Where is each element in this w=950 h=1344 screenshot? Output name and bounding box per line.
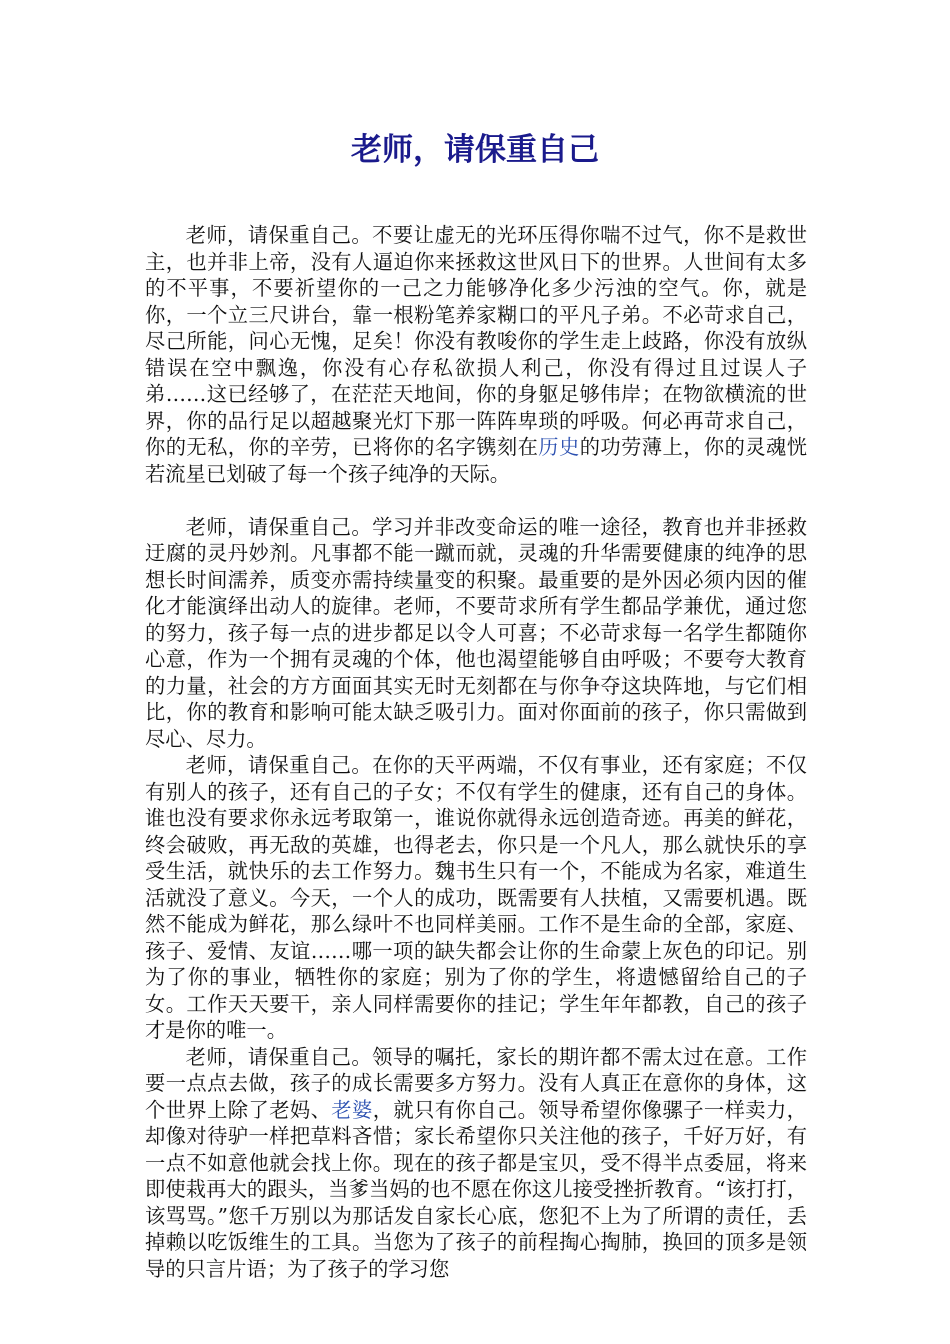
paragraph-text: 老师，请保重自己。学习并非改变命运的唯一途径，教育也并非拯救迂腐的灵丹妙剂。凡事都不能一蹴而就，灵魂的升华需要健康的纯净的思想长时间濡养，质变亦需持续量变的积聚。最重要的是外因必须内因的催化才能演绎出动人的旋律。老师，不要苛求所有学生都品学兼优，通过您的努力，孩子每一点的进步都足以令人可喜；不必苛求每一名学生都随你心意，作为一个拥有灵魂的个体，他也渴望能够自由呼吸；不要夸大教育的力量，社会的方方面面其实无时无刻都在与你争夺这块阵地，与它们相比，你的教育和影响可能太缺乏吸引力。面对你面前的孩子，你只需做到尽心、尽力。 (145, 514, 807, 751)
page-title: 老师，请保重自己 (351, 132, 599, 168)
paragraph-text: 的功劳薄上，你的灵魂恍若流星已划破了每一个孩子纯净的天际。 (145, 435, 807, 486)
article-body (145, 222, 807, 1282)
paragraph-text: 老师，请保重自己。在你的天平两端，不仅有事业，还有家庭；不仅有别人的孩子，还有自己的子女；不仅有学生的健康，还有自己的身体。谁也没有要求你永远考取第一，谁说你就得永远创造奇迹。再美的鲜花，终会破败，再无敌的英雄，也得老去，你只是一个凡人，那么就快乐的享受生活，就快乐的去工作努力。魏书生只有一个，不能成为名家，难道生活就没了意义。今天，一个人的成功，既需要有人扶植，又需要机遇。既然不能成为鲜花，那么绿叶不也同样美丽。工作不是生命的全部，家庭、孩子、爱情、友谊……哪一项的缺失都会让你的生命蒙上灰色的印记。别为了你的事业，牺牲你的家庭；别为了你的学生，将遗憾留给自己的子女。工作天天要干，亲人同样需要你的挂记；学生年年都教，自己的孩子才是你的唯一。 (145, 753, 807, 1042)
paragraph-2 (145, 514, 807, 753)
wife-link[interactable]: 老婆 (331, 1097, 373, 1122)
paragraph-text: 老师，请保重自己。不要让虚无的光环压得你喘不过气，你不是救世主，也并非上帝，没有人逼迫你来拯救这世风日下的世界。人世间有太多的不平事，不要祈望你的一己之力能够净化多少污浊的空气。你，就是你，一个立三尺讲台，靠一根粉笔养家糊口的平凡子弟。不必苛求自己，尽己所能，问心无愧，足矣！你没有教唆你的学生走上歧路，你没有放纵错误在空中飘逸，你没有心存私欲损人利己，你没有得过且过误人子弟……这已经够了，在茫茫天地间，你的身躯足够伟岸；在物欲横流的世界，你的品行足以超越聚光灯下那一阵阵卑琐的呼吸。何必再苛求自己，你的无私，你的辛劳，已将你的名字镌刻在 (145, 223, 807, 459)
paragraph-text: ，就只有你自己。领导希望你像骡子一样卖力，却像对待驴一样把草料吝惜；家长希望你只关注他的孩子，千好万好，有一点不如意他就会找上你。现在的孩子都是宝贝，受不得半点委屈，将来即使栽再大的跟头，当爹当妈的也不愿在你这儿接受挫折教育。“该打打，该骂骂。”您千万别以为那话发自家长心底，您犯不上为了所谓的责任，丢掉赖以吃饭维生的工具。当您为了孩子的前程掏心掏肺，换回的顶多是领导的只言片语；为了孩子的学习您 (145, 1097, 807, 1281)
paragraph-4 (145, 1044, 807, 1283)
paragraph-1 (145, 222, 807, 487)
paragraph-text: 老师，请保重自己。领导的嘱托，家长的期许都不需太过在意。工作要一点点去做，孩子的成长需要多方努力。没有人真正在意你的身体，这个世界上除了老妈、 (145, 1044, 807, 1122)
history-link[interactable]: 历史 (538, 435, 580, 459)
paragraph-3 (145, 752, 807, 1044)
